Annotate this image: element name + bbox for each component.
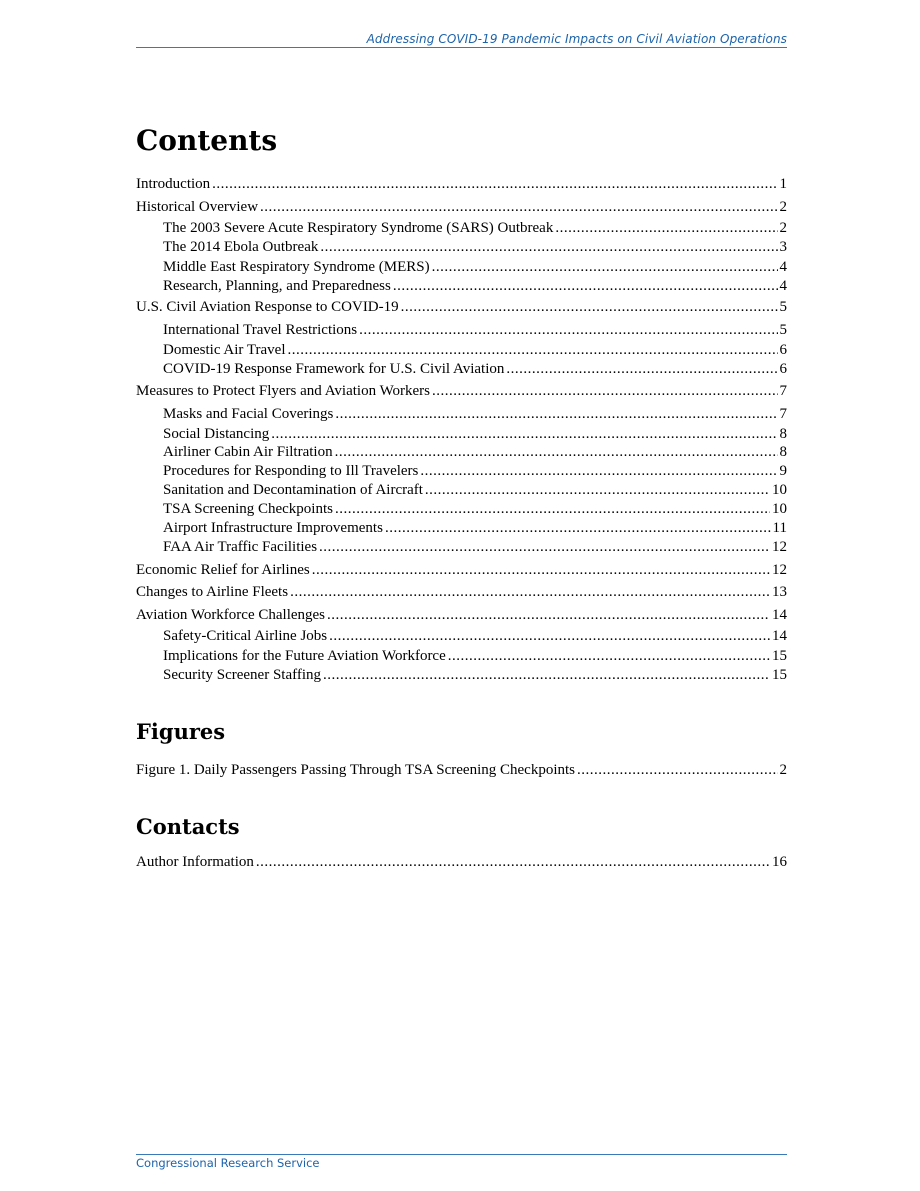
toc-entry-label: FAA Air Traffic Facilities: [163, 539, 318, 555]
figures-heading: Figures: [136, 719, 226, 744]
toc-entry-label: Airliner Cabin Air Filtration: [163, 444, 333, 460]
toc-entry-page: 5: [779, 322, 787, 338]
toc-entry-page: 7: [779, 406, 787, 422]
toc-entry-page: 15: [772, 667, 787, 683]
toc-entry-label: Measures to Protect Flyers and Aviation Workers: [136, 383, 431, 399]
toc-leader-dots: [327, 606, 770, 624]
toc-entry[interactable]: [163, 321, 787, 339]
toc-entry[interactable]: [163, 405, 787, 423]
toc-entry-page: 12: [772, 562, 787, 578]
toc-entry-page: 2: [779, 199, 787, 215]
toc-entry[interactable]: [163, 219, 787, 237]
toc-entry-label: Security Screener Staffing: [163, 667, 322, 683]
toc-entry-label: Safety-Critical Airline Jobs: [163, 628, 328, 644]
toc-entry-page: 14: [772, 607, 787, 623]
toc-leader-dots: [359, 321, 777, 339]
toc-leader-dots: [290, 583, 770, 601]
toc-leader-dots: [506, 360, 777, 378]
toc-entry[interactable]: [163, 519, 787, 537]
toc-entry[interactable]: [163, 360, 787, 378]
toc-entry-label: Introduction: [136, 176, 211, 192]
toc-entry-label: COVID-19 Response Framework for U.S. Civil Aviation: [163, 361, 505, 377]
toc-entry-page: 14: [772, 628, 787, 644]
toc-leader-dots: [335, 443, 778, 461]
toc-entry[interactable]: [163, 666, 787, 684]
toc-entry[interactable]: [136, 583, 787, 601]
toc-entry-label: U.S. Civil Aviation Response to COVID-19: [136, 299, 399, 315]
toc-leader-dots: [260, 198, 777, 216]
toc-entry-label: Research, Planning, and Preparedness: [163, 278, 391, 294]
toc-entry-page: 10: [772, 482, 787, 498]
toc-entry-page: 15: [772, 648, 787, 664]
toc-leader-dots: [385, 519, 771, 537]
toc-entry-page: 6: [779, 342, 787, 358]
toc-entry[interactable]: [136, 606, 787, 624]
toc-entry[interactable]: [163, 647, 787, 665]
toc-leader-dots: [393, 277, 778, 295]
toc-leader-dots: [312, 561, 770, 579]
toc-entry-page: 12: [772, 539, 787, 555]
toc-entry-label: Implications for the Future Aviation Workforce: [163, 648, 446, 664]
toc-entry-label: Figure 1. Daily Passengers Passing Through TSA Screening Checkpoints: [136, 762, 575, 778]
running-header-title: Addressing COVID-19 Pandemic Impacts on Civil Aviation Operations: [366, 32, 787, 46]
toc-entry-page: 4: [779, 278, 787, 294]
toc-leader-dots: [555, 219, 777, 237]
running-footer: [136, 1154, 787, 1170]
toc-entry-page: 11: [772, 520, 787, 536]
toc-entry-label: Economic Relief for Airlines: [136, 562, 310, 578]
toc-entry-label: TSA Screening Checkpoints: [163, 501, 333, 517]
toc-entry-label: Aviation Workforce Challenges: [136, 607, 326, 623]
toc-entry[interactable]: [163, 238, 787, 256]
toc-entry-page: 3: [779, 239, 787, 255]
toc-entry-label: Social Distancing: [163, 426, 270, 442]
toc-entry-label: The 2014 Ebola Outbreak: [163, 239, 319, 255]
toc-entry-label: Author Information: [136, 854, 254, 870]
footer-publisher: Congressional Research Service: [136, 1156, 320, 1170]
toc-leader-dots: [288, 341, 778, 359]
toc-entry-label: Procedures for Responding to Ill Travelers: [163, 463, 419, 479]
toc-entry[interactable]: [163, 341, 787, 359]
toc-entry-label: Historical Overview: [136, 199, 259, 215]
toc-entry[interactable]: [136, 853, 787, 871]
toc-entry-label: Domestic Air Travel: [163, 342, 286, 358]
toc-entry[interactable]: [163, 481, 787, 499]
toc-entry[interactable]: [136, 382, 787, 400]
toc-entry-label: Changes to Airline Fleets: [136, 584, 289, 600]
toc-entry[interactable]: [136, 198, 787, 216]
contacts-heading: Contacts: [136, 814, 240, 839]
toc-entry[interactable]: [136, 175, 787, 193]
toc-leader-dots: [432, 258, 778, 276]
toc-leader-dots: [271, 425, 777, 443]
toc-entry-page: 8: [779, 426, 787, 442]
toc-leader-dots: [432, 382, 777, 400]
toc-entry[interactable]: [163, 443, 787, 461]
toc-entry-page: 10: [772, 501, 787, 517]
toc-leader-dots: [320, 238, 777, 256]
toc-entry-label: International Travel Restrictions: [163, 322, 358, 338]
toc-entry-page: 7: [779, 383, 787, 399]
toc-leader-dots: [212, 175, 777, 193]
toc-entry-page: 1: [779, 176, 787, 192]
toc-entry-page: 13: [772, 584, 787, 600]
toc-entry-label: Airport Infrastructure Improvements: [163, 520, 383, 536]
toc-leader-dots: [448, 647, 770, 665]
running-header: [136, 32, 787, 48]
toc-entry-page: 9: [779, 463, 787, 479]
toc-entry-page: 6: [779, 361, 787, 377]
toc-entry-label: The 2003 Severe Acute Respiratory Syndrome (SARS) Outbreak: [163, 220, 554, 236]
toc-entry-page: 16: [772, 854, 787, 870]
toc-leader-dots: [425, 481, 770, 499]
toc-entry[interactable]: [163, 425, 787, 443]
toc-leader-dots: [319, 538, 770, 556]
toc-entry[interactable]: [163, 277, 787, 295]
toc-entry-page: 5: [779, 299, 787, 315]
toc-entry[interactable]: [163, 500, 787, 518]
toc-entry[interactable]: [163, 627, 787, 645]
toc-entry-page: 2: [779, 220, 787, 236]
toc-entry-page: 2: [779, 762, 787, 778]
contents-heading: Contents: [136, 124, 278, 157]
toc-leader-dots: [329, 627, 770, 645]
toc-entry-page: 8: [779, 444, 787, 460]
toc-leader-dots: [577, 761, 778, 779]
toc-leader-dots: [401, 298, 778, 316]
toc-leader-dots: [323, 666, 770, 684]
toc-entry[interactable]: [163, 462, 787, 480]
toc-entry-page: 4: [779, 259, 787, 275]
toc-leader-dots: [335, 500, 770, 518]
toc-entry-label: Middle East Respiratory Syndrome (MERS): [163, 259, 430, 275]
toc-leader-dots: [256, 853, 770, 871]
toc-entry-label: Sanitation and Decontamination of Aircraft: [163, 482, 423, 498]
toc-entry[interactable]: [163, 258, 787, 276]
toc-entry-label: Masks and Facial Coverings: [163, 406, 334, 422]
toc-entry[interactable]: [136, 298, 787, 316]
toc-leader-dots: [420, 462, 777, 480]
toc-entry[interactable]: [136, 761, 787, 779]
toc-leader-dots: [335, 405, 777, 423]
toc-entry[interactable]: [163, 538, 787, 556]
toc-entry[interactable]: [136, 561, 787, 579]
